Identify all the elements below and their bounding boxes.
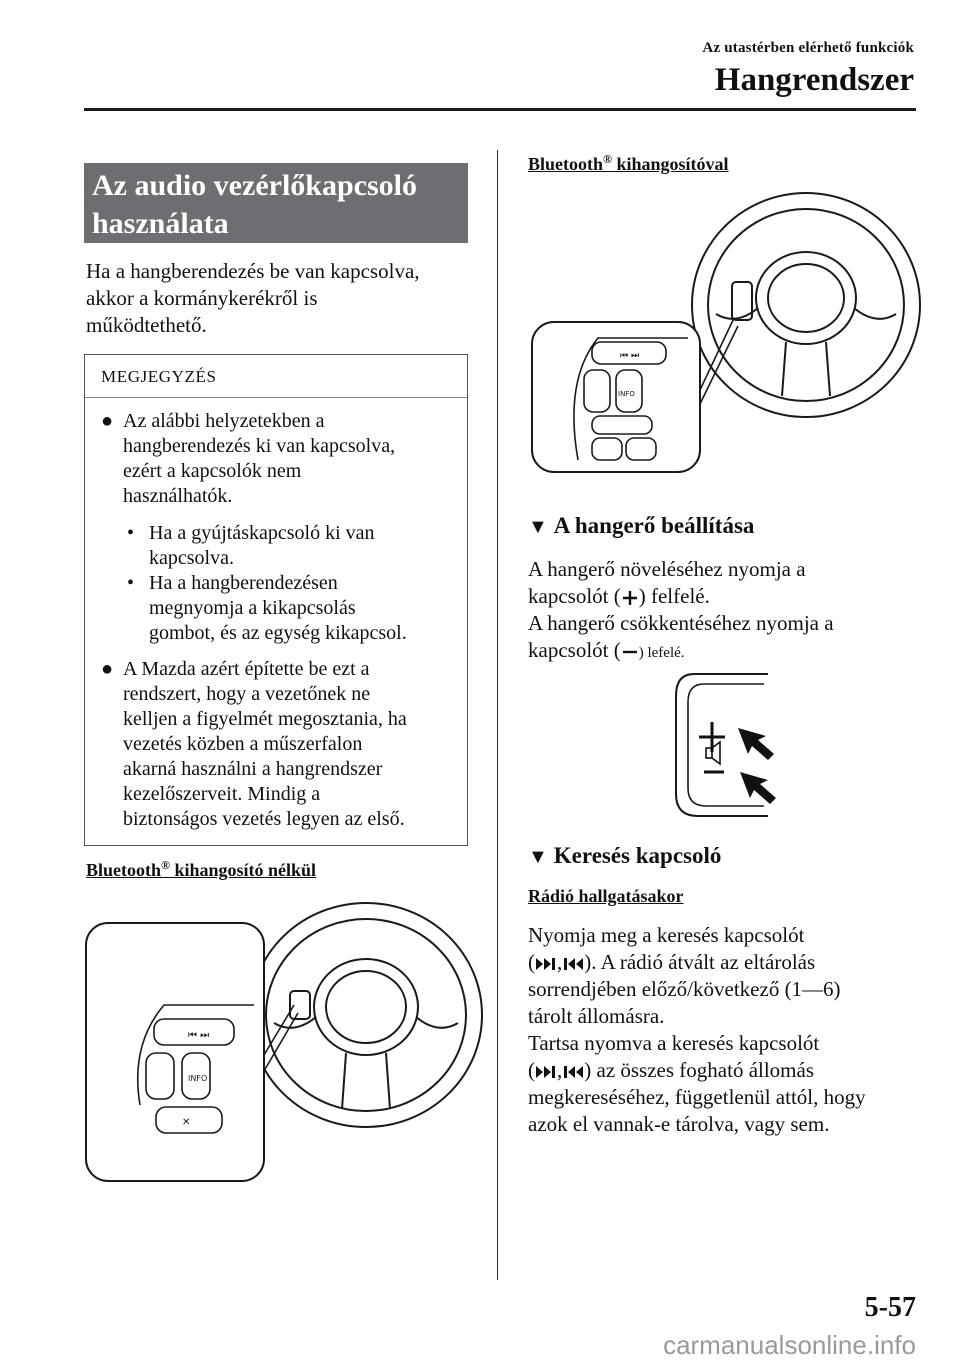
para-text: , <box>557 1058 563 1082</box>
para-line: megkereséséhez, függetlenül attól, hogy <box>528 1085 866 1109</box>
note-line: Ha a gyújtáskapcsoló ki van <box>149 522 375 544</box>
section-title-box <box>84 163 468 243</box>
fig-label-without-bluetooth <box>86 858 316 881</box>
para-text: ) lefelé. <box>638 645 685 661</box>
bullet-dot-icon: ● <box>101 410 114 432</box>
press-arrow-icon <box>740 772 776 804</box>
para-line: sorrendjében előző/következő (1―6) <box>528 977 841 1001</box>
chapter-subtitle: Az utastérben elérhető funkciók <box>702 40 914 56</box>
note-line: vezetés közben a műszerfalon <box>123 733 363 755</box>
volume-paragraph <box>528 556 908 667</box>
note-line: rendszert, hogy a vezetőnek ne <box>123 683 371 705</box>
para-text: , <box>557 950 563 974</box>
para-line: azok el vannak-e tárolva, vagy sem. <box>528 1112 830 1136</box>
para-line: tárolt állomásra. <box>528 1004 665 1028</box>
bullet-small-icon: • <box>127 572 135 594</box>
skip-forward-icon <box>535 1065 557 1079</box>
note-line: akarná használni a hangrendszer <box>123 758 383 780</box>
label-text: Bluetooth <box>86 860 162 880</box>
note-line: kapcsolva. <box>149 547 234 569</box>
fig-label-with-bluetooth <box>528 152 729 175</box>
svg-text:INFO: INFO <box>618 390 635 398</box>
note-line: hangberendezés ki van kapcsolva, <box>123 435 396 457</box>
press-arrow-icon <box>738 728 774 760</box>
bullet-small-icon: • <box>127 522 135 544</box>
label-text: Bluetooth <box>528 154 604 174</box>
note-title: MEGJEGYZÉS <box>101 367 217 386</box>
para-text: ) felfelé. <box>638 584 710 608</box>
intro-paragraph <box>86 258 476 339</box>
seek-paragraph <box>528 922 918 1138</box>
watermark-site[interactable]: carmanualsonline.info <box>663 1330 916 1360</box>
column-divider <box>497 150 498 1280</box>
note-line: Az alábbi helyzetekben a <box>123 410 325 432</box>
chapter-title: Hangrendszer <box>714 62 914 98</box>
svg-text:✕: ✕ <box>182 1117 191 1128</box>
volume-heading <box>528 513 754 539</box>
radio-subheading: Rádió hallgatásakor <box>528 886 684 906</box>
minus-icon <box>621 643 639 661</box>
skip-back-icon <box>562 957 584 971</box>
registered-mark: ® <box>603 152 612 166</box>
para-line: A hangerő növeléséhez nyomja a <box>528 557 806 581</box>
note-line: használhatók. <box>123 485 233 507</box>
svg-text:INFO: INFO <box>188 1074 208 1083</box>
page-number: 5-57 <box>864 1292 916 1323</box>
header-rule <box>84 108 916 111</box>
skip-forward-icon <box>535 957 557 971</box>
note-line: Ha a hangberendezésen <box>149 572 338 594</box>
section-title-line1: Az audio vezérlőkapcsoló <box>92 169 417 202</box>
intro-line: működtethető. <box>86 313 207 337</box>
triangle-down-icon: ▼ <box>528 846 548 868</box>
para-text: ( <box>528 950 535 974</box>
para-line <box>528 583 908 610</box>
note-line: A Mazda azért építette be ezt a <box>123 658 370 680</box>
para-line <box>528 637 908 667</box>
note-line: kezelőszerveit. Mindig a <box>123 783 321 805</box>
para-text: kapcsolót ( <box>528 638 621 662</box>
heading-text: Keresés kapcsoló <box>553 843 722 868</box>
svg-text:⏮ ⏭: ⏮ ⏭ <box>188 1030 210 1041</box>
label-text: kihangosítóval <box>611 154 729 174</box>
svg-text:⏮ ⏭: ⏮ ⏭ <box>620 351 640 361</box>
section-title-line2: használata <box>92 207 229 240</box>
registered-mark: ® <box>161 858 170 872</box>
para-line: A hangerő csökkentéséhez nyomja a <box>528 611 834 635</box>
para-line: Tartsa nyomva a keresés kapcsolót <box>528 1031 820 1055</box>
bullet-dot-icon: ● <box>101 658 114 680</box>
note-box <box>84 354 468 846</box>
para-line <box>528 949 918 976</box>
heading-text: A hangerő beállítása <box>553 513 755 538</box>
seek-heading <box>528 843 721 869</box>
note-line: megnyomja a kikapcsolás <box>149 597 356 619</box>
skip-back-icon <box>562 1065 584 1079</box>
para-text: ) az összes fogható állomás <box>584 1058 815 1082</box>
note-line: ezért a kapcsolók nem <box>123 460 302 482</box>
steering-wheel-figure-no-handsfree <box>84 895 484 1185</box>
para-text: kapcsolót ( <box>528 584 621 608</box>
plus-icon <box>621 589 639 607</box>
note-line: gombot, és az egység kikapcsol. <box>149 622 407 644</box>
para-text: ). A rádió átvált az eltárolás <box>584 950 816 974</box>
volume-switch-figure <box>668 670 788 820</box>
label-text: kihangosító nélkül <box>169 860 317 880</box>
note-line: kelljen a figyelmét megosztania, ha <box>123 708 407 730</box>
note-line: biztonságos vezetés legyen az első. <box>123 808 405 830</box>
para-line: Nyomja meg a keresés kapcsolót <box>528 923 805 947</box>
para-text: ( <box>528 1058 535 1082</box>
intro-line: Ha a hangberendezés be van kapcsolva, <box>86 259 420 283</box>
steering-wheel-figure-handsfree <box>528 190 928 480</box>
triangle-down-icon: ▼ <box>528 516 548 538</box>
para-line <box>528 1057 918 1084</box>
intro-line: akkor a kormánykerékről is <box>86 286 318 310</box>
note-separator <box>85 397 467 398</box>
